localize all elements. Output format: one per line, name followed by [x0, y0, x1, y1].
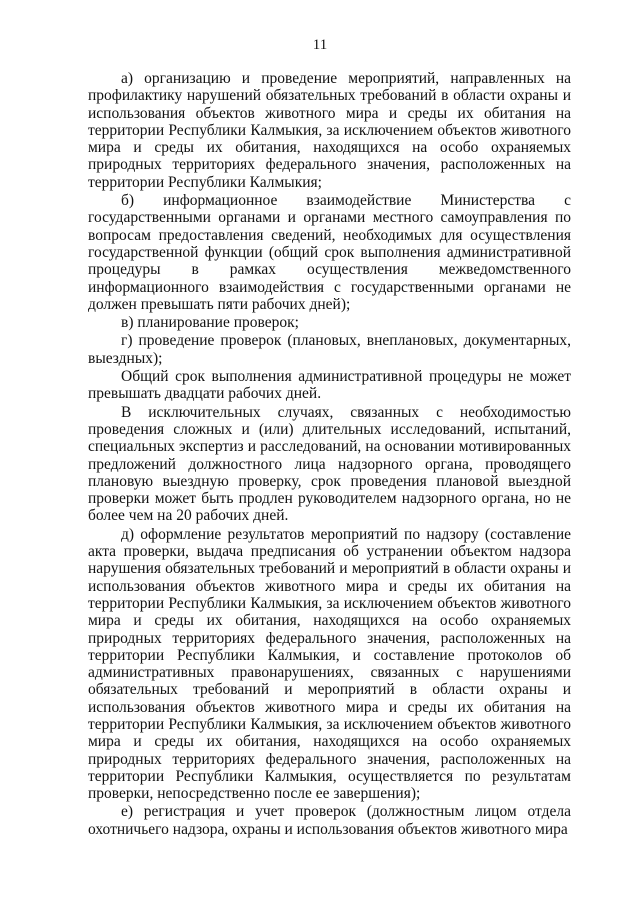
document-body: [88, 70, 571, 838]
paragraph-g: г) проведение проверок (плановых, внеплановых, документарных, выездных);: [88, 332, 571, 367]
paragraph-exceptional-cases: В исключительных случаях, связанных с необходимостью проведения сложных и (или) длительных исследований, испытаний, специальных экспертиз и расследований, на основании мотивированных предложений должностного лица надзорного органа, проводящего плановую выездную проверку, срок проведения плановой выездной проверки может быть продлен руководителем надзорного органа, но не более чем на 20 рабочих дней.: [88, 403, 571, 525]
paragraph-a: а) организацию и проведение мероприятий, направленных на профилактику нарушений обязательных требований в области охраны и использования объектов животного мира и среды их обитания на территории Республики Калмыкия, за исключением объектов животного мира и среды их обитания, находящихся на особо охраняемых природных территориях федерального значения, расположенных на территории Республики Калмыкия;: [88, 70, 571, 191]
paragraph-v: в) планирование проверок;: [121, 314, 299, 332]
paragraph-e: е) регистрация и учет проверок (должностным лицом отдела охотничьего надзора, охраны и использования объектов животного мира: [88, 803, 571, 838]
paragraph-d: д) оформление результатов мероприятий по надзору (составление акта проверки, выдача предписания об устранении объектом надзора нарушения обязательных требований и мероприятий в области охраны и использования объектов животного мира и среды их обитания на территории Республики Калмыкия, за исключением объектов животного мира и среды их обитания, находящихся на особо охраняемых природных территориях федерального значения, расположенных на территории Республики Калмыкия, и составление протоколов об административных правонарушениях, связанных с нарушениями обязательных требований и мероприятий в области охраны и использования объектов животного мира и среды их обитания на территории Республики Калмыкия, за исключением объектов животного мира и среды их обитания, находящихся на особо охраняемых природных территориях федерального значения, расположенных на территории Республики Калмыкия, осуществляется по результатам проверки, непосредственно после ее завершения);: [88, 525, 571, 803]
page-number: 11: [312, 37, 328, 53]
paragraph-total-duration: Общий срок выполнения административной процедуры не может превышать двадцати рабочих дней.: [88, 368, 571, 403]
paragraph-b: б) информационное взаимодействие Министерства с государственными органами и органами местного самоуправления по вопросам предоставления сведений, необходимых для осуществления государственной функции (общий срок выполнения административной процедуры в рамках осуществления межведомственного информационного взаимодействия с государственными органами не должен превышать пяти рабочих дней);: [88, 192, 571, 313]
